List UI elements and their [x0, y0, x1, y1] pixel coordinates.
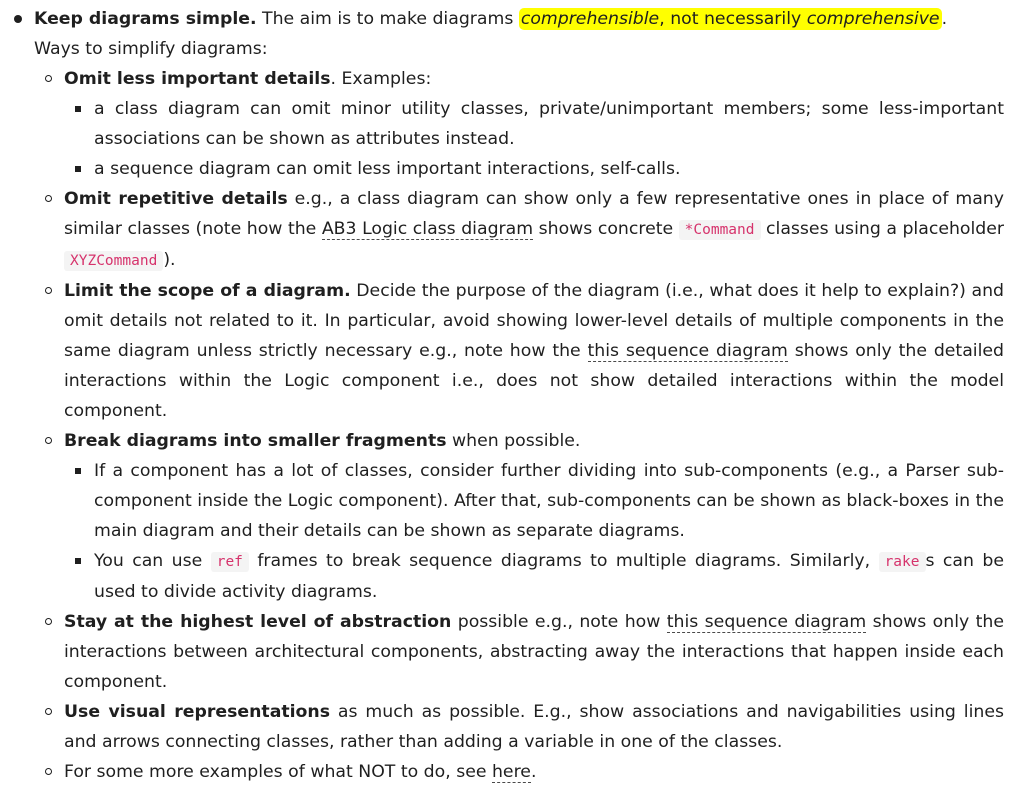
omit-less-item [64, 64, 1004, 184]
keep-simple-item [34, 4, 1004, 787]
highest-level-title: Stay at the highest level of abstraction [64, 612, 452, 632]
keep-simple-text: The aim is to make diagrams [256, 9, 519, 29]
ref-frames-text: frames to break sequence diagrams to multiple diagrams. Similarly, [248, 551, 879, 571]
sequence-diagram-link[interactable]: this sequence diagram [666, 612, 867, 632]
highlight-mid-text: , not necessarily [659, 9, 807, 29]
visual-title: Use visual representations [64, 702, 331, 722]
keep-simple-line [34, 4, 1004, 34]
rake-code: rake [879, 552, 926, 572]
omit-less-text: . Examples: [330, 69, 432, 89]
ref-code: ref [211, 552, 249, 572]
omit-repetitive-text: e.g., a class diagram can show only a few representative ones in place of many similar classes (note how the [64, 189, 1004, 239]
visual-text: as much as possible. E.g., show associations and navigabilities using lines and arrows connecting classes, rather than adding a variable in one of the classes. [64, 702, 1005, 752]
omit-repetitive-title: Omit repetitive details [64, 189, 288, 209]
more-examples-text: For some more examples of what NOT to do, see [64, 762, 492, 782]
list-item: a class diagram can omit minor utility classes, private/unimportant members; some less-important associations can be shown as attributes instead. [94, 94, 1004, 154]
omit-repetitive-item [64, 184, 1004, 276]
highest-level-item [64, 607, 1004, 697]
omit-repetitive-text: shows concrete [533, 219, 679, 239]
highest-level-text: possible e.g., note how [451, 612, 667, 632]
keep-simple-period: . [941, 9, 948, 29]
keep-simple-title: Keep diagrams simple. [34, 9, 257, 29]
break-diagrams-item [64, 426, 1004, 607]
ref-frames-text: You can use [94, 551, 211, 571]
ab3-logic-class-diagram-link[interactable]: AB3 Logic class diagram [321, 219, 534, 239]
omit-repetitive-text: classes using a placeholder [760, 219, 1004, 239]
visual-item [64, 697, 1004, 757]
sequence-diagram-link[interactable]: this sequence diagram [587, 341, 788, 361]
limit-scope-text: Decide the purpose of the diagram (i.e., what does it help to explain?) and omit details not related to it. In particular, avoid showing lower-level details of multiple components in the same diagram unless strictly necessary e.g., note how the [64, 281, 1004, 361]
omit-less-examples [94, 94, 1004, 184]
list-item: If a component has a lot of classes, consider further dividing into sub-components (e.g., a Parser sub-component inside the Logic component). After that, sub-components can be shown as black-boxes in the main diagram and their details can be shown as separate diagrams. [94, 456, 1004, 546]
main-list [34, 4, 1004, 787]
list-item [94, 546, 1004, 607]
break-diagrams-title: Break diagrams into smaller fragments [64, 431, 447, 451]
omit-repetitive-text: ). [163, 250, 176, 270]
highest-level-text: shows only the interactions between architectural components, abstracting away the interactions that happen inside each component. [64, 612, 1004, 692]
ways-list [64, 64, 1004, 787]
emphasis-comprehensible: comprehensible [520, 9, 660, 29]
limit-scope-item [64, 276, 1004, 426]
limit-scope-text: shows only the detailed interactions within the Logic component i.e., does not show detailed interactions within the model component. [64, 341, 1004, 421]
more-examples-text: . [530, 762, 537, 782]
limit-scope-title: Limit the scope of a diagram. [64, 281, 351, 301]
more-examples-item [64, 757, 1004, 787]
break-diagrams-text: when possible. [446, 431, 581, 451]
xyzcommand-code: XYZCommand [64, 251, 163, 271]
emphasis-comprehensive: comprehensive [806, 9, 940, 29]
here-link[interactable]: here [491, 762, 531, 782]
omit-less-title: Omit less important details [64, 69, 331, 89]
ways-subheading: Ways to simplify diagrams: [34, 39, 268, 59]
command-code: *Command [679, 220, 761, 240]
ref-frames-text: s can be used to divide activity diagrams. [94, 551, 1005, 602]
list-item: a sequence diagram can omit less important interactions, self-calls. [94, 154, 1004, 184]
highlight-mark [519, 8, 942, 30]
break-diagrams-list [94, 456, 1004, 607]
